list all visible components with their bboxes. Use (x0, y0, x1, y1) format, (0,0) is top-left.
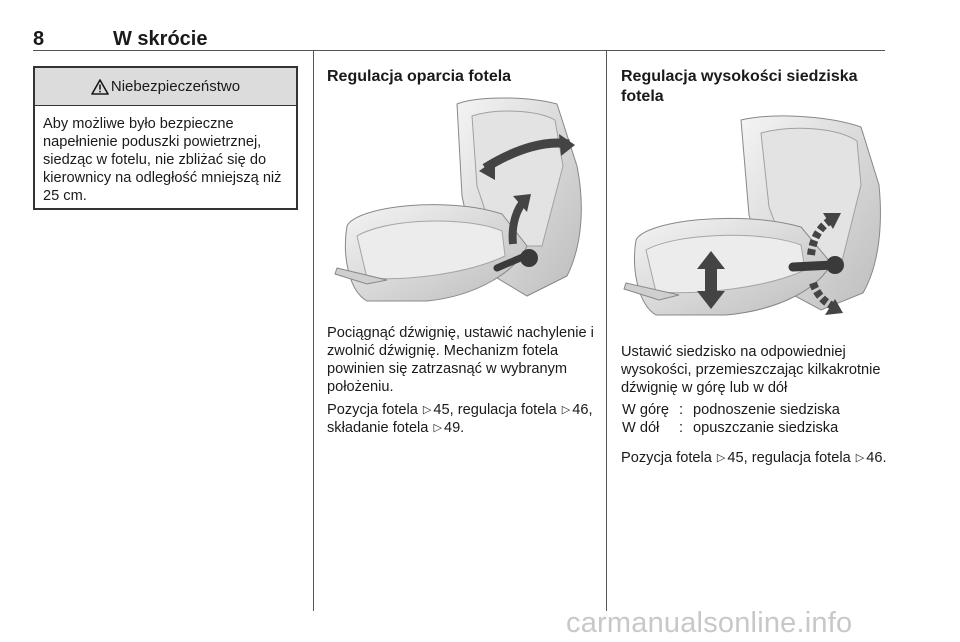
ref-link-3[interactable]: 49. (443, 420, 465, 436)
header-divider (33, 50, 885, 51)
column-divider-1 (313, 51, 314, 611)
option-value: podnoszenie siedziska (693, 402, 840, 418)
option-value: opuszczanie siedziska (693, 420, 839, 436)
height-references (621, 449, 891, 467)
option-key: W górę (622, 402, 670, 418)
watermark: carmanualsonline.info (566, 607, 853, 639)
option-key: W dół (622, 420, 660, 436)
option-separator: : (679, 402, 684, 418)
table-row (622, 419, 840, 437)
section-title-height-1: Regulacja wysokości siedziska (621, 68, 858, 85)
backrest-illustration (327, 96, 592, 306)
ref-link-1[interactable]: 45, regulacja fotela (727, 450, 851, 466)
column-divider-2 (606, 51, 607, 611)
ref-label: Pozycja fotela (327, 402, 418, 418)
warning-triangle-icon (91, 79, 109, 95)
chapter-title: W skrócie (113, 28, 208, 50)
backrest-references (327, 401, 597, 437)
warning-text: Aby możliwe było bezpieczne napełnienie poduszki powietrznej, siedząc w fotelu, nie zbliżać się do kierownicy na odległość mniejszą niż 25 cm. (43, 116, 282, 204)
ref-link-1[interactable]: 45, regulacja fotela (433, 402, 557, 418)
page-number: 8 (33, 28, 45, 50)
warning-box (33, 66, 298, 210)
page-ref-arrow-icon: ▷ (716, 452, 726, 464)
height-options-table (622, 401, 840, 437)
table-row (622, 401, 840, 419)
warning-header (35, 68, 296, 106)
ref-label: Pozycja fotela (621, 450, 712, 466)
page-ref-arrow-icon: ▷ (855, 452, 865, 464)
seat-height-illustration (621, 115, 886, 325)
warning-title: Niebezpieczeństwo (110, 78, 241, 95)
page-ref-arrow-icon: ▷ (433, 422, 442, 434)
ref-link-2[interactable]: 46. (866, 450, 887, 466)
section-title-height-2: fotela (621, 88, 664, 105)
option-separator: : (679, 420, 684, 436)
page-ref-arrow-icon: ▷ (561, 404, 571, 416)
height-instructions: Ustawić siedzisko na odpowiedniej wysokości, przemieszczając kilkakrotnie dźwignię w górę lub w dół (621, 344, 881, 396)
section-title-backrest: Regulacja oparcia fotela (327, 68, 512, 85)
page-ref-arrow-icon: ▷ (422, 404, 432, 416)
ref-link-2[interactable]: 46, składanie fotela (327, 402, 593, 436)
backrest-instructions: Pociągnąć dźwignię, ustawić nachylenie i zwolnić dźwignię. Mechanizm fotela powinien się zatrzasnąć w wybranym położeniu. (327, 325, 594, 395)
